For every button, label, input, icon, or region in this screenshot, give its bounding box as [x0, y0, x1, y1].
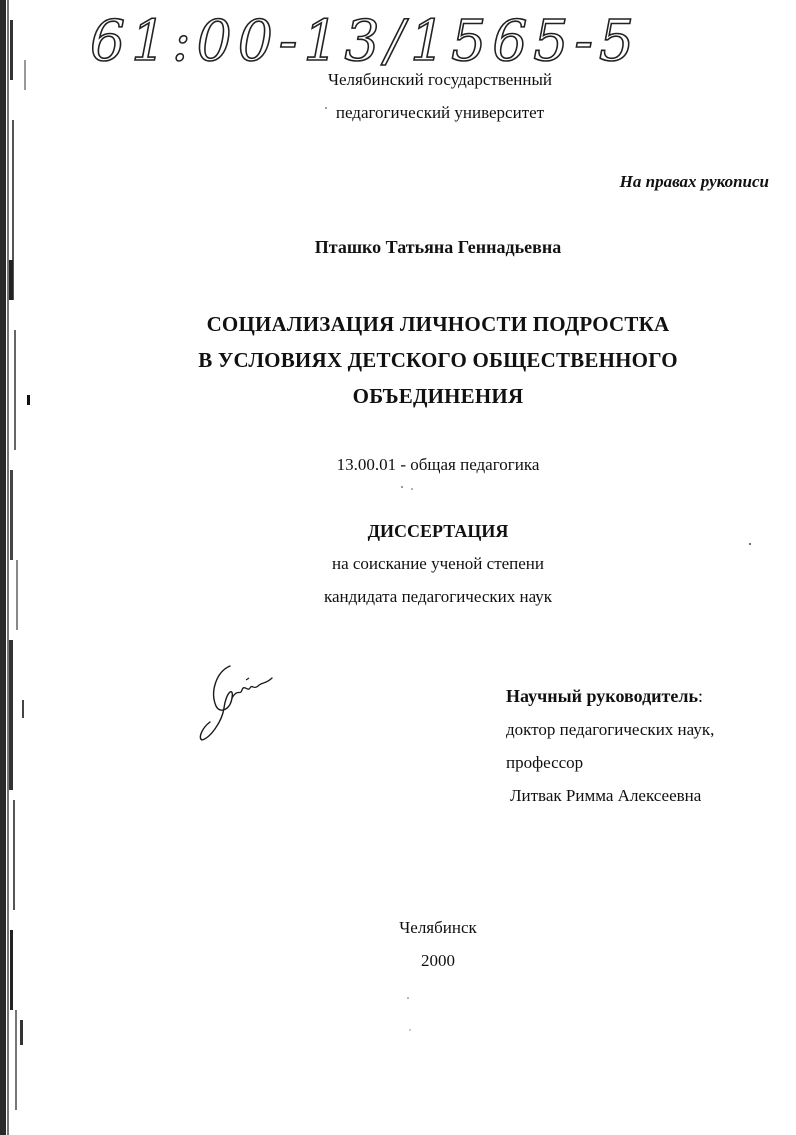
supervisor-degree: доктор педагогических наук, [506, 720, 715, 739]
supervisor-label-colon: : [698, 686, 704, 706]
supervisor-name: Литвак Римма Алексеевна [510, 786, 702, 805]
title-line-2: В УСЛОВИЯХ ДЕТСКОГО ОБЩЕСТВЕННОГО [198, 348, 678, 372]
author-name: Пташко Татьяна Геннадьевна [314, 237, 562, 257]
university-line-1: Челябинский государственный [327, 70, 553, 89]
degree-line-2: кандидата педагогических наук [323, 587, 553, 606]
title-line-3: ОБЪЕДИНЕНИЯ [352, 384, 524, 408]
year: 2000 [421, 951, 455, 970]
specialty-code: 13.00.01 - общая педагогика [336, 455, 540, 474]
manuscript-note: На правах рукописи [619, 172, 769, 191]
supervisor-label-text: Научный руководитель [506, 686, 698, 706]
supervisor-rank: профессор [506, 753, 584, 772]
title-line-1: СОЦИАЛИЗАЦИЯ ЛИЧНОСТИ ПОДРОСТКА [206, 312, 670, 336]
document-type: ДИССЕРТАЦИЯ [367, 521, 509, 541]
degree-line-1: на соискание ученой степени [331, 554, 545, 573]
handwritten-code-text: 61:00-13/1565-5 [90, 9, 640, 72]
university-line-2: педагогический университет [335, 103, 545, 122]
city: Челябинск [399, 918, 477, 937]
